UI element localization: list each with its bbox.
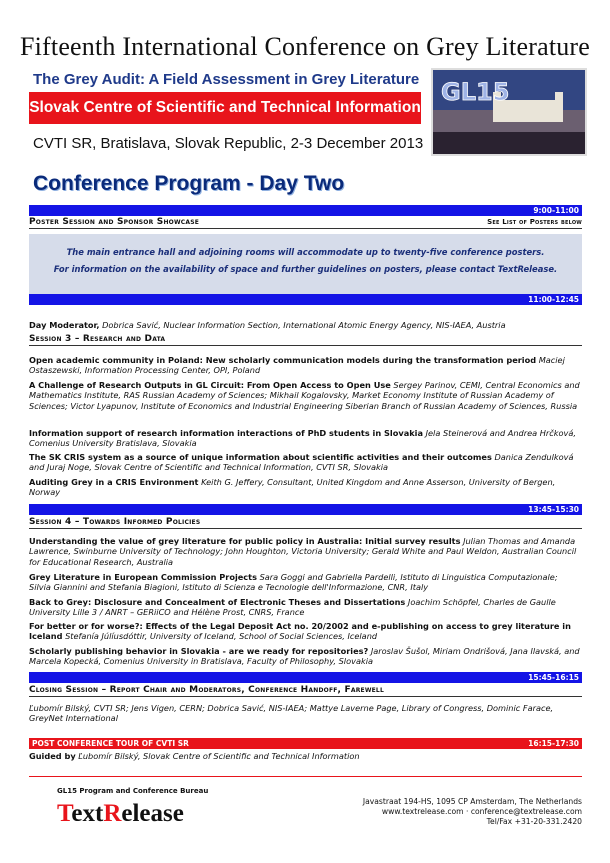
session4-heading: Session 4 – Towards Informed Policies: [29, 517, 582, 529]
web-email-line[interactable]: www.textrelease.com · conference@textrelease.com: [381, 807, 582, 817]
gl15-logo: [431, 68, 587, 156]
bureau-label: GL15 Program and Conference Bureau: [57, 787, 209, 795]
paper-title: A Challenge of Research Outputs in GL Circuit: From Open Access to Open Use: [29, 380, 391, 390]
paper-item: [29, 477, 582, 498]
paper-authors: Joachim Schöpfel, Charles de Gaulle University Lille 3 / ANRT – GERiiCO and Hélène Prost, CNRS, France: [29, 597, 556, 618]
paper-item: [29, 646, 582, 667]
session3-heading: Session 3 – Research and Data: [29, 334, 582, 346]
address-line: Javastraat 194-HS, 1095 CP Amsterdam, The Netherlands: [362, 797, 582, 806]
paper-authors: Julian Thomas and Amanda Lawrence, Swinburne University of Technology; John Houghton, Victoria University; Gerald White and Paul Weldon, Australian Council for Educational Research, Australia: [29, 536, 577, 567]
tour-guide-name: Ľubomír Bilský, Slovak Centre of Scientific and Technical Information: [78, 751, 360, 761]
closing-heading: Closing Session – Report Chair and Moderators, Conference Handoff, Farewell: [29, 685, 582, 697]
paper-title: For better or for worse?: Effects of the Legal Deposit Act no. 20/2002 and e-publishing on access to grey literature in Iceland: [29, 621, 571, 642]
moderator-name: Dobrica Savić, Nuclear Information Section, International Atomic Energy Agency, NIS-IAEA, Austria: [102, 320, 506, 330]
paper-authors: Danica Zendulková and Juraj Noge, Slovak Centre of Scientific and Technical Information, CVTI SR, Slovakia: [29, 452, 574, 473]
tour-guide: [29, 751, 582, 761]
paper-item: [29, 355, 582, 376]
time-bar-closing: 15:45-16:15: [29, 672, 582, 683]
time-bar-session3: 11:00-12:45: [29, 294, 582, 305]
paper-title: Open academic community in Poland: New scholarly communication models during the transformation period: [29, 355, 537, 365]
paper-authors: Maciej Ostaszewski, Information Processing Center, OPI, Poland: [29, 355, 565, 376]
paper-title: Scholarly publishing behavior in Slovakia - are we ready for repositories?: [29, 646, 369, 656]
conference-subtitle: The Grey Audit: A Field Assessment in Grey Literature: [33, 71, 420, 88]
paper-item: [29, 536, 582, 567]
paper-item: [29, 380, 582, 411]
telfax-line: Tel/Fax +31-20-331.2420: [486, 817, 582, 827]
paper-authors: Keith G. Jeffery, Consultant, United Kingdom and Anne Asserson, University of Bergen, Norway: [29, 477, 556, 498]
moderator-label: Day Moderator,: [29, 320, 100, 330]
program-title: Conference Program - Day Two: [33, 172, 345, 195]
location-line: CVTI SR, Bratislava, Slovak Republic, 2-3 December 2013: [33, 135, 424, 152]
tour-bar: [29, 738, 582, 749]
paper-authors: Jela Steinerová and Andrea Hrčková, Comenius University Bratislava, Slovakia: [29, 428, 576, 449]
paper-title: Grey Literature in European Commission Projects: [29, 572, 257, 582]
paper-title: The SK CRIS system as a source of unique information about scientific activities and their outcomes: [29, 452, 492, 462]
poster-heading-text: Poster Session and Sponsor Showcase: [29, 217, 200, 227]
paper-title: Understanding the value of grey literature for public policy in Australia: Initial survey results: [29, 536, 461, 546]
time-bar-session4: 13:45-15:30: [29, 504, 582, 515]
paper-item: [29, 572, 582, 593]
conference-title: Fifteenth International Conference on Grey Literature: [19, 32, 591, 61]
closing-people: [29, 703, 582, 724]
paper-title: Information support of research information interactions of PhD students in Slovakia: [29, 428, 423, 438]
closing-people-text: Ľubomír Bilský, CVTI SR; Jens Vigen, CERN; Dobrica Savić, NIS-IAEA; Mattye Laverne Page, Library of Congress, Dominic Farace, GreyNet International: [29, 703, 554, 724]
paper-item: [29, 621, 582, 642]
day-moderator: [29, 320, 582, 330]
tour-label: POST CONFERENCE TOUR OF CVTI SR: [32, 739, 189, 748]
paper-title: Auditing Grey in a CRIS Environment: [29, 477, 199, 487]
tour-time: 16:15-17:30: [528, 739, 579, 748]
poster-list-note: See List of Posters below: [487, 218, 582, 226]
paper-authors: Stefanía Júlíusdóttir, University of Iceland, School of Social Sciences, Iceland: [65, 631, 378, 642]
paper-authors: Sergey Parinov, CEMI, Central Economics and Mathematics Institute, RAS Russian Academy of Sciences; Mikhail Kogalovsky, Market Economy Institute of Russian Academy of Sciences; Victor Lyapunov, Institute of Economics and Industrial Engineering Siberian Branch of Russian Academy of Sciences, Russia: [29, 380, 580, 411]
time-bar-poster: 9:00-11:00: [29, 205, 582, 216]
textrelease-logo: TextRelease: [57, 800, 184, 827]
footer-divider: [29, 776, 582, 777]
contact-address: [292, 797, 582, 828]
poster-info-line1: The main entrance hall and adjoining rooms will accommodate up to twenty-five conference posters.: [66, 247, 545, 257]
paper-item: [29, 597, 582, 618]
tour-guide-label: Guided by: [29, 751, 76, 761]
paper-authors: Sara Goggi and Gabriella Pardelli, Istituto di Linguistica Computazionale; Silvia Giannini and Stefania Biagioni, Istituto di Scienza e Tecnologie dell'Informazione, CNR, Italy: [29, 572, 558, 593]
organizer-banner: Slovak Centre of Scientific and Technical Information: [29, 92, 421, 124]
paper-item: [29, 452, 582, 473]
logo-text: GL15: [441, 78, 510, 106]
paper-title: Back to Grey: Disclosure and Concealment of Electronic Theses and Dissertations: [29, 597, 406, 607]
paper-authors: Jaroslav Šušol, Miriam Ondrišová, Jana Ilavská, and Marcela Kopecká, Comenius University in Bratislava, Faculty of Philosophy, Slovakia: [29, 646, 580, 667]
poster-heading: [29, 217, 582, 229]
paper-item: [29, 428, 582, 449]
poster-info-line2: For information on the availability of space and further guidelines on posters, please contact TextRelease.: [53, 264, 558, 274]
